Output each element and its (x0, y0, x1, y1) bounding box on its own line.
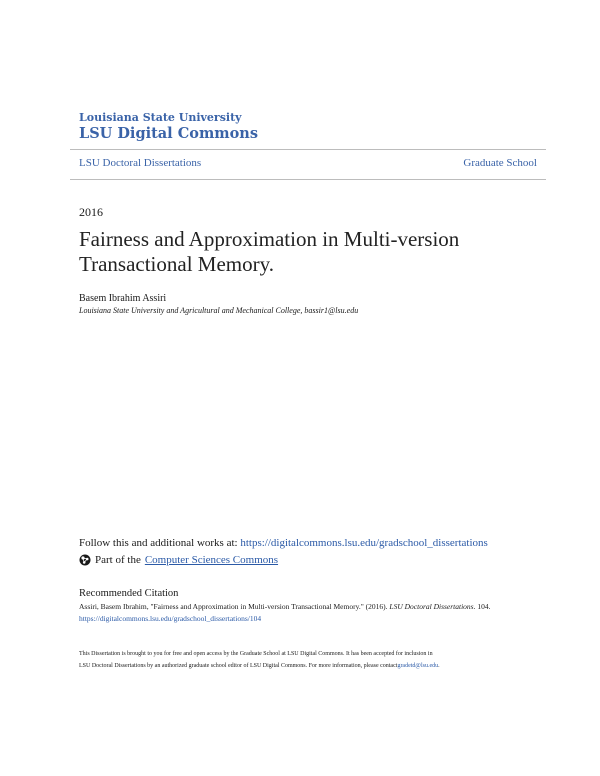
publication-year: 2016 (79, 205, 103, 219)
notice-line-2: LSU Doctoral Dissertations by an authorized graduate school editor of LSU Digital Commons. For more information, please contact (79, 663, 398, 669)
top-rule (70, 149, 546, 150)
citation-block (79, 601, 529, 625)
part-of-line (79, 553, 278, 567)
follow-line (79, 536, 488, 550)
part-of-label: Part of the (95, 554, 141, 566)
discipline-link[interactable]: Computer Sciences Commons (144, 554, 279, 566)
series-link[interactable]: LSU Doctoral Dissertations (79, 157, 202, 169)
citation-text: Assiri, Basem Ibrahim, "Fairness and Approximation in Multi-version Transactional Memory." (2016). (79, 602, 388, 611)
citation-venue: LSU Doctoral Dissertations (389, 602, 474, 611)
bottom-rule (70, 179, 546, 180)
institution-name: Louisiana State University (79, 111, 242, 124)
access-notice (79, 648, 539, 672)
repository-name[interactable]: LSU Digital Commons (79, 125, 259, 142)
author-name: Basem Ibrahim Assiri (79, 293, 167, 304)
recommended-citation-heading: Recommended Citation (79, 588, 179, 599)
notice-end: . (438, 663, 440, 669)
school-link[interactable]: Graduate School (463, 157, 537, 169)
author-affiliation: Louisiana State University and Agricultural and Mechanical College, bassir1@lsu.edu (79, 306, 359, 315)
contact-email-link[interactable]: gradetd@lsu.edu (397, 663, 439, 669)
document-title: Fairness and Approximation in Multi-version Transactional Memory. (79, 227, 460, 276)
commons-network-icon (79, 554, 91, 566)
citation-number: . 104. (473, 602, 491, 611)
notice-line-1: This Dissertation is brought to you for free and open access by the Graduate School at LSU Digital Commons. It has been accepted for inclusion in (79, 651, 433, 657)
repository-header (79, 111, 258, 142)
follow-label: Follow this and additional works at: (79, 537, 238, 549)
citation-url[interactable]: https://digitalcommons.lsu.edu/gradschool_dissertations/104 (79, 614, 262, 623)
collection-nav (79, 156, 537, 170)
follow-link[interactable]: https://digitalcommons.lsu.edu/gradschool_dissertations (240, 537, 488, 549)
